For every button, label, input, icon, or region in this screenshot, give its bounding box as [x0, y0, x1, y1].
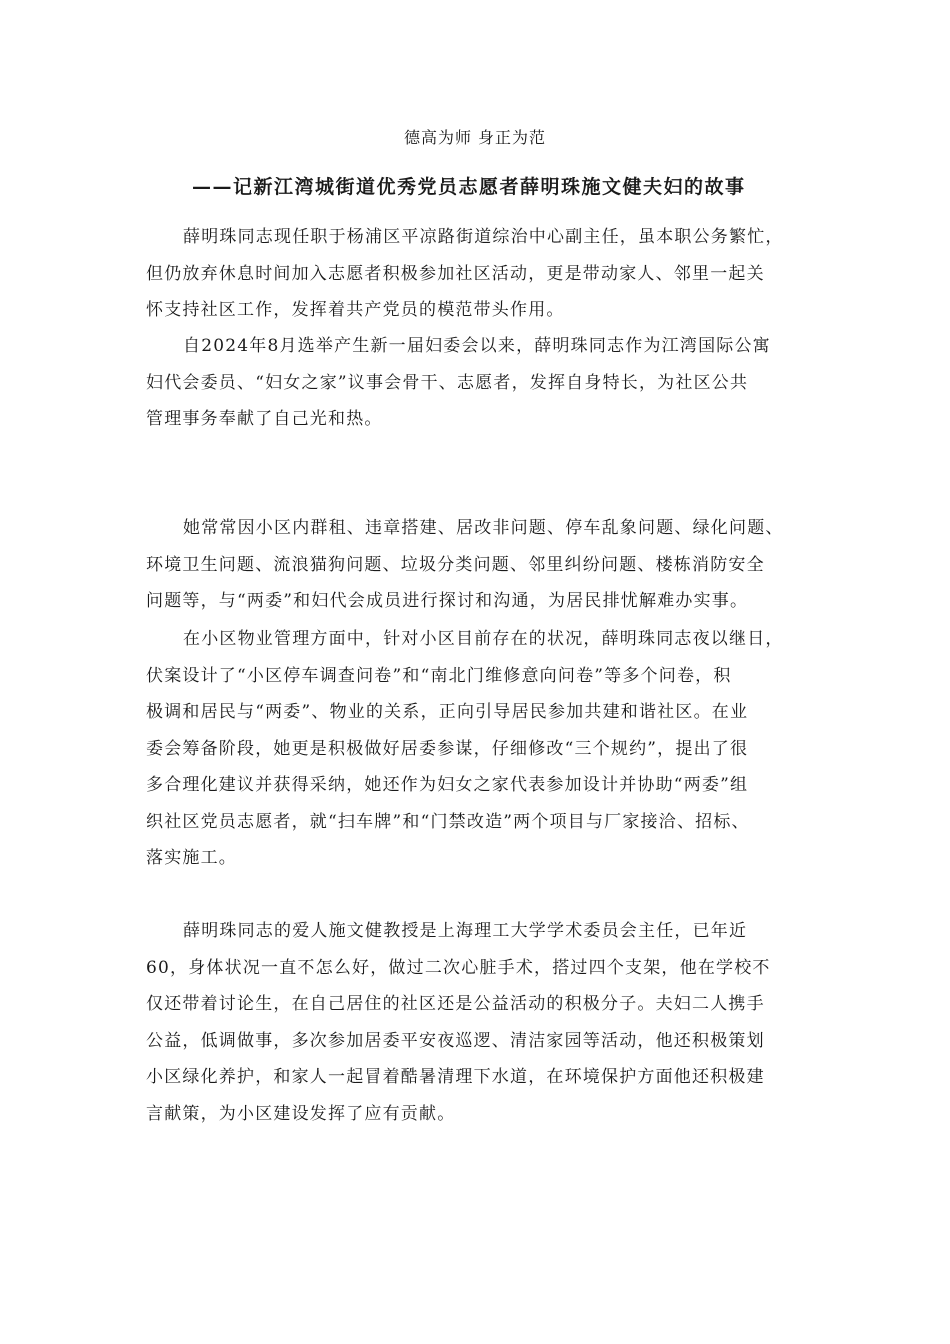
paragraph-line: 言献策，为小区建设发挥了应有贡献。 — [146, 1103, 456, 1124]
paragraph-line: 小区绿化养护，和家人一起冒着酷暑清理下水道，在环境保护方面他还积极建 — [146, 1067, 765, 1087]
paragraph-4 — [146, 621, 818, 877]
paragraph-line: 极调和居民与“两委”、物业的关系，正向引导居民参加共建和谐社区。在业 — [146, 702, 749, 722]
paragraph-3 — [146, 510, 818, 620]
paragraph-line: 多合理化建议并获得采纳，她还作为妇女之家代表参加设计并协助“两委”组 — [146, 775, 749, 795]
paragraph-line: 伏案设计了“小区停车调查问卷”和“南北门维修意向问卷”等多个问卷，积 — [146, 665, 732, 686]
paragraph-line: 问题等，与“两委”和妇代会成员进行探讨和沟通，为居民排忧解难办实事。 — [146, 591, 749, 611]
paragraph-2 — [146, 328, 818, 438]
paragraph-line: 落实施工。 — [146, 848, 237, 868]
paragraph-line: 环境卫生问题、流浪猫狗问题、垃圾分类问题、邻里纠纷问题、楼栋消防安全 — [146, 554, 765, 575]
paragraph-line: 妇代会委员、“妇女之家”议事会骨干、志愿者，发挥自身特长，为社区公共 — [146, 372, 749, 393]
paragraph-line: 但仍放弃休息时间加入志愿者积极参加社区活动，更是带动家人、邻里一起关 — [146, 263, 765, 284]
paragraph-line: 仅还带着讨论生，在自己居住的社区还是公益活动的积极分子。夫妇二人携手 — [146, 994, 765, 1014]
paragraph-line: 60，身体状况一直不怎么好，做过二次心脏手术，搭过四个支架，他在学校不 — [146, 957, 771, 978]
document-subtitle: ——记新江湾城街道优秀党员志愿者薛明珠施文健夫妇的故事 — [192, 176, 746, 198]
paragraph-line: 在小区物业管理方面中，针对小区目前存在的状况，薛明珠同志夜以继日， — [183, 629, 784, 649]
paragraph-line: 怀支持社区工作，发挥着共产党员的模范带头作用。 — [146, 300, 565, 320]
paragraph-line: 她常常因小区内群租、违章搭建、居改非问题、停车乱象问题、绿化问题、 — [183, 518, 784, 538]
paragraph-1 — [146, 219, 818, 329]
paragraph-line: 管理事务奉献了自己光和热。 — [146, 409, 383, 429]
paragraph-line: 薛明珠同志的爱人施文健教授是上海理工大学学术委员会主任，已年近 — [183, 921, 748, 941]
paragraph-5 — [146, 913, 818, 1132]
paragraph-line: 委会筹备阶段，她更是积极做好居委参谋，仔细修改“三个规约”，提出了很 — [146, 738, 749, 759]
paragraph-line: 公益，低调做事，多次参加居委平安夜巡逻、清洁家园等活动，他还积极策划 — [146, 1030, 765, 1051]
paragraph-line: 自2024年8月选举产生新一届妇委会以来，薛明珠同志作为江湾国际公寓 — [183, 336, 771, 356]
paragraph-line: 薛明珠同志现任职于杨浦区平凉路街道综治中心副主任，虽本职公务繁忙， — [183, 227, 784, 247]
document-title: 德高为师 身正为范 — [403, 128, 547, 147]
paragraph-line: 织社区党员志愿者，就“扫车牌”和“门禁改造”两个项目与厂家接洽、招标、 — [146, 811, 750, 832]
